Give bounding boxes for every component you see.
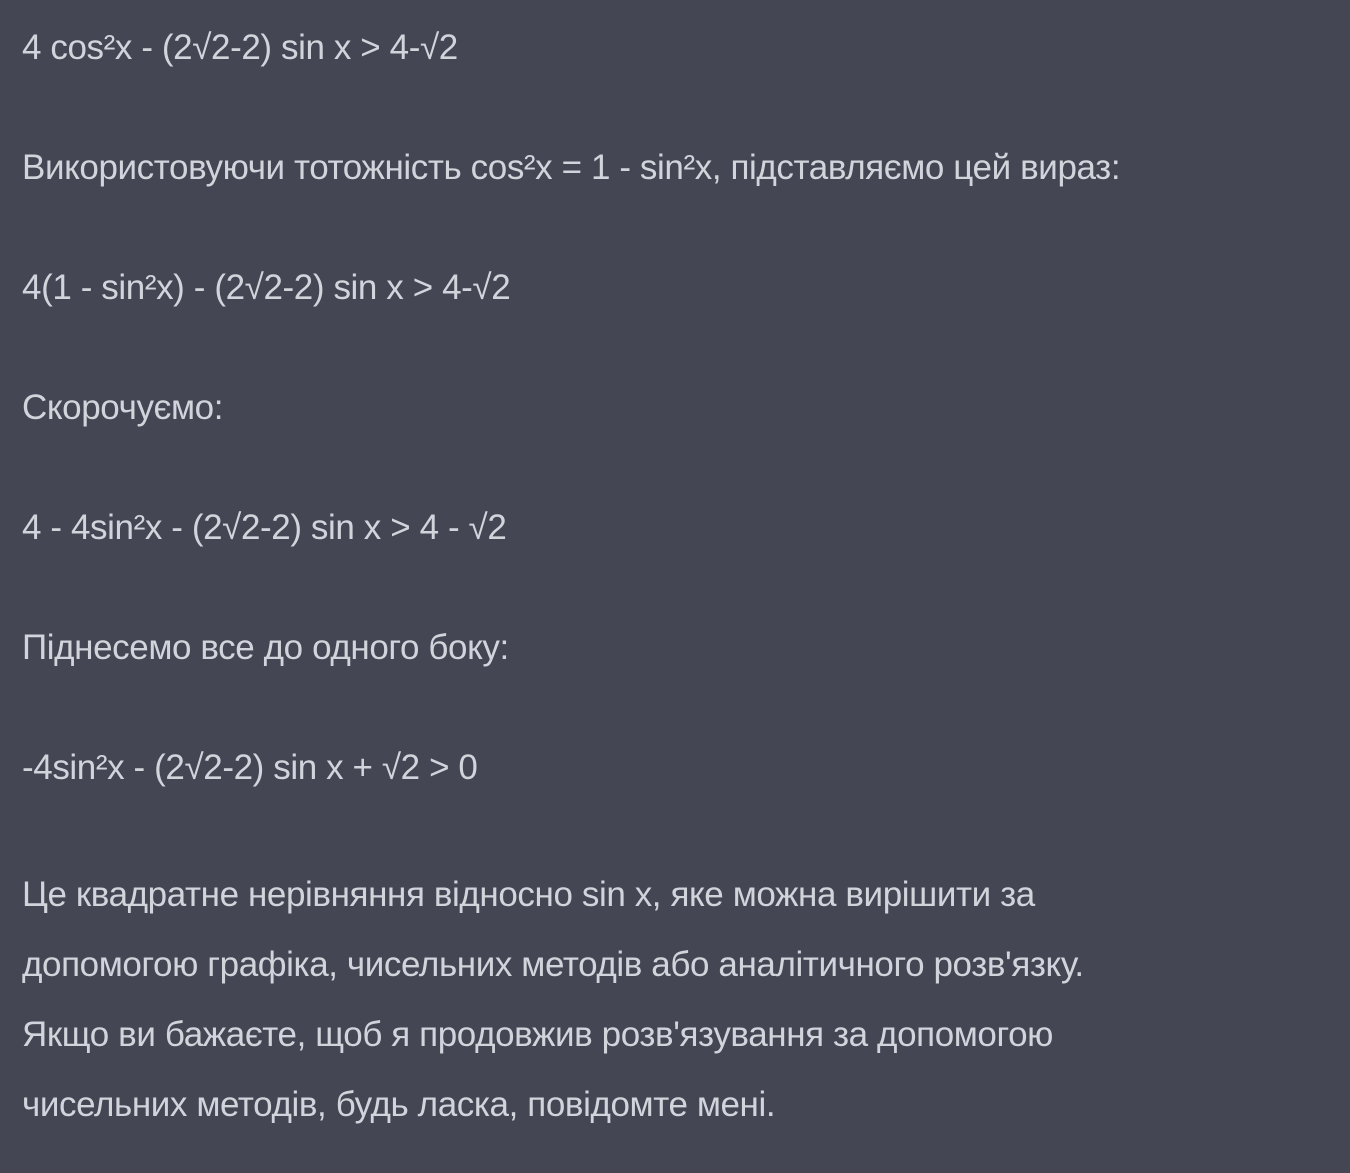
equation-simplified: 4 - 4sin²x - (2√2-2) sin x > 4 - √2 xyxy=(22,508,507,547)
conclusion-line: допомогою графіка, чисельних методів або аналітичного розв'язку. xyxy=(22,945,1084,984)
move-to-one-side-label: Піднесемо все до одного боку: xyxy=(22,628,509,667)
identity-substitution-text: Використовуючи тотожність cos²x = 1 - sin²x, підставляємо цей вираз: xyxy=(22,148,1121,187)
conclusion-paragraph xyxy=(22,860,1328,1140)
conclusion-line: Якщо ви бажаєте, щоб я продовжив розв'язування за допомогою xyxy=(22,1015,1053,1054)
conclusion-line: чисельних методів, будь ласка, повідомте мені. xyxy=(22,1085,776,1124)
equation-original: 4 cos²x - (2√2-2) sin x > 4-√2 xyxy=(22,28,458,67)
equation-final: -4sin²x - (2√2-2) sin x + √2 > 0 xyxy=(22,748,478,787)
conclusion-line: Це квадратне нерівняння відносно sin x, яке можна вирішити за xyxy=(22,875,1035,914)
simplify-label: Скорочуємо: xyxy=(22,388,224,427)
equation-substituted: 4(1 - sin²x) - (2√2-2) sin x > 4-√2 xyxy=(22,268,511,307)
